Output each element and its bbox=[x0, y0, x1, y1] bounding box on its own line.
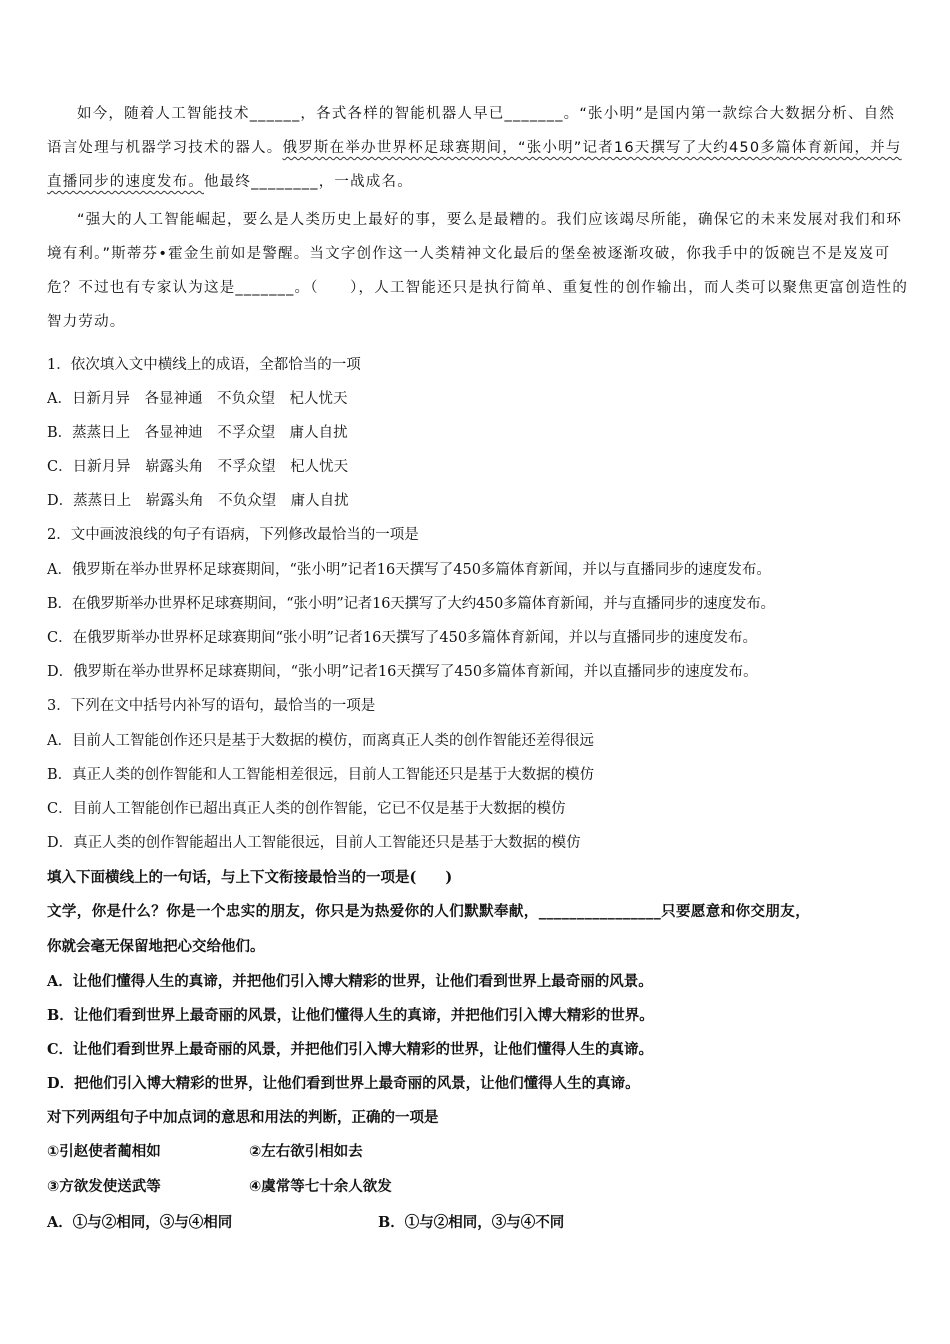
question-3-option-d: D．真正人类的创作智能超出人工智能很远，目前人工智能还只是基于大数据的模仿 bbox=[47, 835, 581, 851]
question-4-option-c: C．让他们看到世界上最奇丽的风景，并把他们引入博大精彩的世界，让他们懂得人生的真谛。 bbox=[47, 1041, 654, 1058]
question-4-text-line-2: 你就会毫无保留地把心交给他们。 bbox=[47, 938, 265, 955]
question-2-stem: 2．文中画波浪线的句子有语病，下列修改最恰当的一项是 bbox=[47, 527, 419, 543]
question-1-option-c: C．日新月异 崭露头角 不孚众望 杞人忧天 bbox=[47, 459, 349, 475]
question-3-option-a: A．目前人工智能创作还只是基于大数据的模仿，而离真正人类的创作智能还差得很远 bbox=[47, 733, 594, 749]
question-5-stem: 对下列两组句子中加点词的意思和用法的判断，正确的一项是 bbox=[47, 1109, 439, 1126]
question-1-stem: 1．依次填入文中横线上的成语，全都恰当的一项 bbox=[47, 357, 361, 373]
question-5-option-b: B．①与②相同，③与④不同 bbox=[378, 1214, 565, 1231]
passage-text: 如今，随着人工智能技术______，各式各样的智能机器人早已_______。“张小明”是国内第一款综合大数据分析、自然语言处理与机器学习技术的器人。 bbox=[47, 106, 896, 156]
passage-text: 他最终________，一战成名。 bbox=[204, 174, 413, 190]
passage-paragraph-1 bbox=[47, 97, 909, 199]
passage-paragraph-2: “强大的人工智能崛起，要么是人类历史上最好的事，要么是最糟的。我们应该竭尽所能，确保它的未来发展对我们和环境有利。”斯蒂芬•霍金生前如是警醒。当文字创作这一人类精神文化最后的堡垒被逐渐攻破，你我手中的饭碗岂不是岌岌可危？不过也有专家认为这是_______。（ ），人工智能还只是执行简单、重复性的创作输出，而人类可以聚焦更富创造性的智力劳动。 bbox=[47, 212, 909, 330]
question-4-option-a: A．让他们懂得人生的真谛，并把他们引入博大精彩的世界，让他们看到世界上最奇丽的风景。 bbox=[47, 973, 653, 990]
question-4-text-line-1: 文学，你是什么？你是一个忠实的朋友，你只是为热爱你的人们默默奉献，________________只要愿意和你交朋友， bbox=[47, 903, 811, 920]
question-4-option-d: D．把他们引入博大精彩的世界，让他们看到世界上最奇丽的风景，让他们懂得人生的真谛。 bbox=[47, 1075, 640, 1092]
question-5-option-a: A．①与②相同，③与④相同 bbox=[47, 1214, 233, 1231]
question-5-sentence-4: ④虞常等七十余人欲发 bbox=[249, 1179, 392, 1195]
question-2-option-b: B．在俄罗斯举办世界杯足球赛期间，“张小明”记者16天撰写了大约450多篇体育新闻，并与直播同步的速度发布。 bbox=[47, 596, 775, 612]
question-2-option-d: D．俄罗斯在举办世界杯足球赛期间，“张小明”记者16天撰写了450多篇体育新闻，并以直播同步的速度发布。 bbox=[47, 664, 758, 680]
question-1-option-b: B．蒸蒸日上 各显神迪 不孚众望 庸人自扰 bbox=[47, 425, 348, 441]
question-1-option-d: D．蒸蒸日上 崭露头角 不负众望 庸人自扰 bbox=[47, 493, 349, 509]
question-1-option-a: A．日新月异 各显神通 不负众望 杞人忧天 bbox=[47, 391, 348, 407]
question-3-option-b: B．真正人类的创作智能和人工智能相差很远，目前人工智能还只是基于大数据的模仿 bbox=[47, 767, 595, 783]
question-2-option-a: A．俄罗斯在举办世界杯足球赛期间，“张小明”记者16天撰写了450多篇体育新闻，并以与直播同步的速度发布。 bbox=[47, 562, 771, 578]
wavy-underlined-sentence: 俄罗斯在举办世界杯足球赛期间，“张小明”记者16天撰写了大约450多篇体育新闻，并与直播同步的速度发布。 bbox=[47, 140, 902, 190]
question-5-sentence-1: ①引赵使者蔺相如 bbox=[47, 1144, 161, 1160]
question-5-sentence-3: ③方欲发使送武等 bbox=[47, 1179, 161, 1195]
question-2-option-c: C．在俄罗斯举办世界杯足球赛期间“张小明”记者16天撰写了450多篇体育新闻，并以与直播同步的速度发布。 bbox=[47, 630, 758, 646]
question-4-stem: 填入下面横线上的一句话，与上下文衔接最恰当的一项是( ) bbox=[47, 869, 453, 886]
question-3-option-c: C．目前人工智能创作已超出真正人类的创作智能，它已不仅是基于大数据的模仿 bbox=[47, 801, 566, 817]
question-5-sentence-2: ②左右欲引相如去 bbox=[249, 1144, 363, 1160]
question-4-option-b: B．让他们看到世界上最奇丽的风景，让他们懂得人生的真谛，并把他们引入博大精彩的世界。 bbox=[47, 1007, 654, 1024]
question-3-stem: 3．下列在文中括号内补写的语句，最恰当的一项是 bbox=[47, 698, 376, 714]
